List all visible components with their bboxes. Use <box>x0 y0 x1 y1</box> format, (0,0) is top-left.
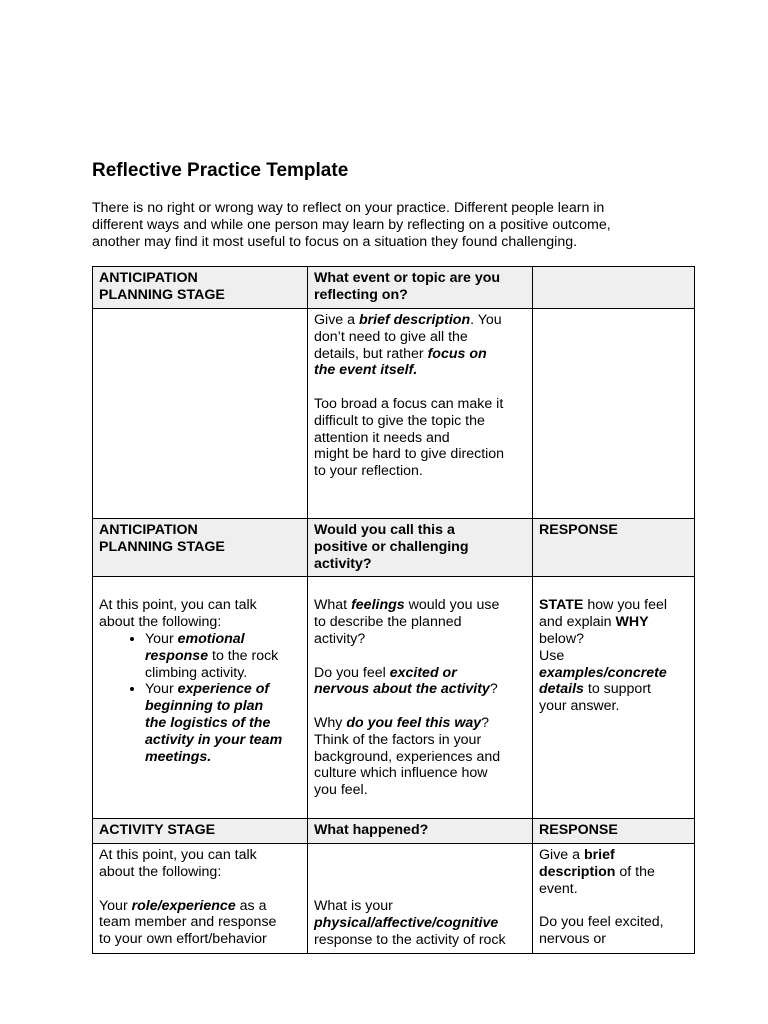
page-title: Reflective Practice Template <box>92 160 349 181</box>
guidance-emphasis: excited or <box>389 664 457 681</box>
guidance-text: to support <box>583 681 651 698</box>
guidance-text: Give a <box>314 312 359 328</box>
table-row <box>93 577 695 819</box>
stage-label: ANTICIPATION <box>99 522 198 538</box>
guidance-text: and explain <box>539 614 616 631</box>
response-header: RESPONSE <box>533 819 695 844</box>
guidance-text: event. <box>539 880 578 897</box>
guidance-text: to your own effort/behavior <box>99 931 267 948</box>
stage-label: PLANNING STAGE <box>99 286 225 303</box>
guidance-text: team member and response <box>99 914 277 931</box>
guidance-emphasis: physical/affective/cognitive <box>314 914 499 931</box>
guidance-text: climbing activity. <box>145 664 248 681</box>
guidance-text: culture which influence how <box>314 765 488 782</box>
empty-cell <box>533 309 695 519</box>
guidance-emphasis: brief <box>583 847 615 864</box>
guidance-emphasis: emotional <box>177 630 245 647</box>
guidance-text: you feel. <box>314 782 368 799</box>
guidance-text: At this point, you can talk <box>99 597 257 614</box>
guidance-text: about the following: <box>99 614 222 631</box>
guidance-emphasis: nervous about the activity <box>314 681 490 698</box>
table-row <box>93 267 695 309</box>
empty-cell <box>93 309 308 519</box>
guidance-text: ? <box>489 681 498 698</box>
guidance-text: activity? <box>314 630 366 647</box>
guidance-emphasis: meetings. <box>145 748 212 765</box>
guidance-emphasis: STATE <box>539 597 584 614</box>
guidance-emphasis: do you feel this way <box>346 714 482 731</box>
intro-paragraph <box>92 200 692 250</box>
guidance-text: to your reflection. <box>314 463 423 480</box>
guidance-list <box>99 631 301 765</box>
guidance-text: attention it needs and <box>314 429 450 446</box>
guidance-text: would you use <box>404 597 500 614</box>
table-row <box>93 519 695 577</box>
question-label: Would you call this a <box>314 522 455 538</box>
question-label: reflecting on? <box>314 286 408 303</box>
guidance-text: response to the activity of rock <box>314 931 506 948</box>
guidance-cell <box>308 309 533 519</box>
guidance-text: Give a <box>539 847 584 864</box>
guidance-text: difficult to give the topic the <box>314 412 485 429</box>
guidance-text: how you feel <box>583 597 668 614</box>
question-label: positive or challenging <box>314 538 469 555</box>
guidance-cell <box>93 844 308 953</box>
guidance-emphasis: WHY <box>615 614 649 631</box>
stage-label: ANTICIPATION <box>99 270 198 286</box>
guidance-text: below? <box>539 630 584 647</box>
guidance-emphasis: brief description <box>358 312 471 328</box>
guidance-text: . You <box>470 312 502 328</box>
table-row <box>93 309 695 519</box>
guidance-text: Your <box>145 681 178 698</box>
stage-cell <box>93 267 308 309</box>
table-row <box>93 819 695 844</box>
guidance-text: nervous or <box>539 931 607 948</box>
stage-cell <box>93 519 308 577</box>
guidance-emphasis: details <box>539 681 584 698</box>
guidance-text: your answer. <box>539 698 620 715</box>
question-cell <box>308 519 533 577</box>
reflective-practice-table <box>92 266 695 954</box>
guidance-cell <box>308 577 533 819</box>
intro-line: different ways and while one person may learn by reflecting on a positive outcome, <box>92 216 611 233</box>
guidance-text: as a <box>235 897 267 914</box>
guidance-emphasis: the event itself. <box>314 362 418 379</box>
guidance-emphasis: description <box>539 863 616 880</box>
guidance-text: Why <box>314 714 347 731</box>
list-item <box>145 681 301 765</box>
guidance-emphasis: role/experience <box>131 897 236 914</box>
guidance-text: What is your <box>314 898 393 915</box>
list-item <box>145 631 301 681</box>
guidance-emphasis: beginning to plan <box>145 698 264 715</box>
guidance-text: ? <box>481 714 490 731</box>
guidance-text: Do you feel excited, <box>539 914 664 931</box>
guidance-text: Too broad a focus can make it <box>314 395 504 412</box>
guidance-cell <box>308 844 533 953</box>
guidance-text: Use <box>539 647 565 664</box>
guidance-text: details, but rather <box>314 345 428 362</box>
response-guidance-cell <box>533 844 695 953</box>
intro-line: There is no right or wrong way to reflect on your practice. Different people learn in <box>92 200 605 216</box>
guidance-emphasis: the logistics of the <box>145 714 271 731</box>
guidance-cell <box>93 577 308 819</box>
guidance-text: about the following: <box>99 863 222 880</box>
guidance-text: background, experiences and <box>314 748 501 765</box>
intro-line: another may find it most useful to focus on a situation they found challenging. <box>92 233 578 250</box>
response-guidance-cell <box>533 577 695 819</box>
guidance-emphasis: feelings <box>351 597 405 614</box>
question-cell <box>308 267 533 309</box>
guidance-text: don’t need to give all the <box>314 328 468 345</box>
guidance-emphasis: experience of <box>177 681 270 698</box>
table-row <box>93 844 695 953</box>
response-header: RESPONSE <box>533 519 695 577</box>
guidance-text: Your <box>145 630 178 647</box>
guidance-text: At this point, you can talk <box>99 847 257 864</box>
guidance-text: Think of the factors in your <box>314 731 482 748</box>
guidance-text: might be hard to give direction <box>314 446 505 463</box>
guidance-emphasis: examples/concrete <box>539 664 667 681</box>
empty-header-cell <box>533 267 695 309</box>
question-label: What event or topic are you <box>314 270 501 286</box>
stage-label: PLANNING STAGE <box>99 538 225 555</box>
guidance-emphasis: activity in your team <box>145 731 283 748</box>
guidance-text: Do you feel <box>314 664 390 681</box>
guidance-emphasis: response <box>145 647 209 664</box>
guidance-text: What <box>314 597 352 614</box>
question-label: activity? <box>314 555 372 572</box>
guidance-text: to describe the planned <box>314 614 462 631</box>
guidance-emphasis: focus on <box>427 345 487 362</box>
guidance-text: to the rock <box>208 647 279 664</box>
guidance-text: Your <box>99 897 132 914</box>
question-cell: What happened? <box>308 819 533 844</box>
guidance-text: of the <box>615 863 655 880</box>
stage-cell: ACTIVITY STAGE <box>93 819 308 844</box>
